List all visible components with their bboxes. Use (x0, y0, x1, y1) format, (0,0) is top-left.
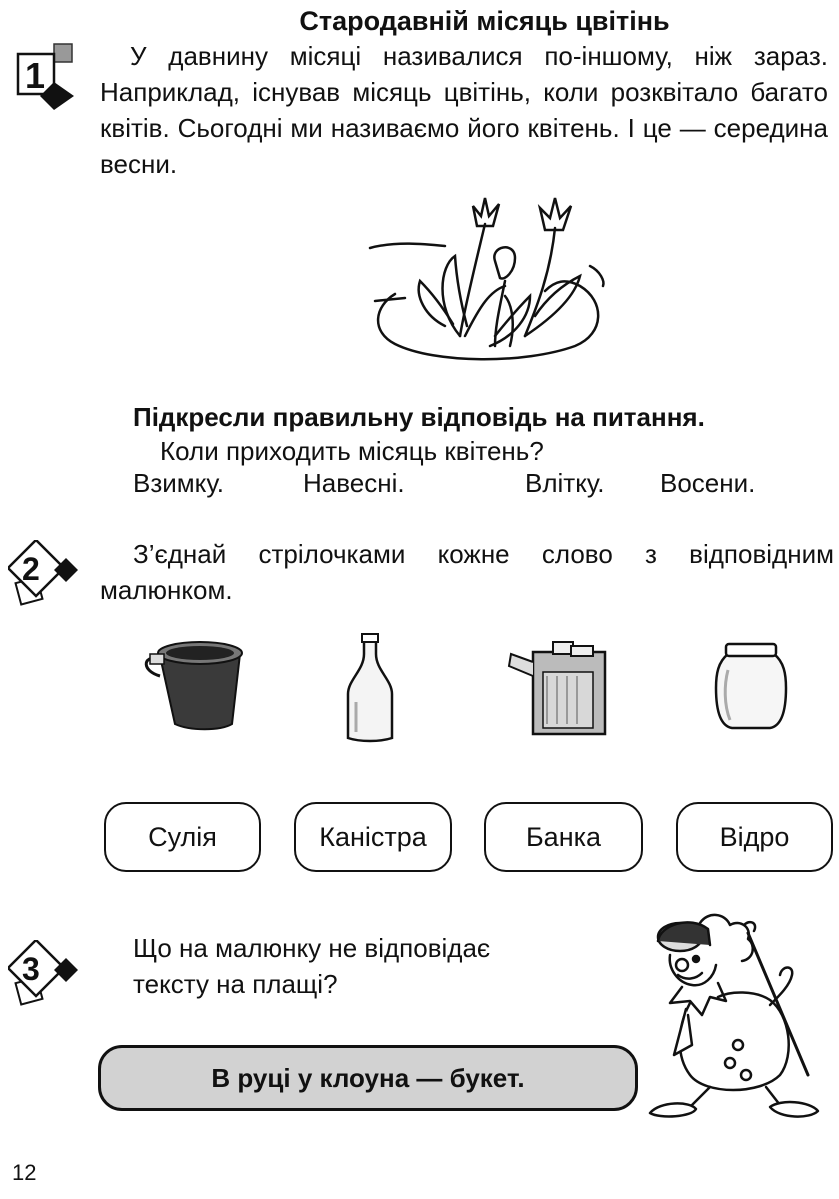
page-title: Стародавній місяць цвітінь (299, 6, 670, 36)
task-1-text (100, 38, 828, 182)
task-3-question-line-2: тексту на плащі? (133, 969, 338, 999)
task-1-paragraph: У давнину місяці називалися по-іншому, ніж зараз. Наприклад, існував місяць цвітінь, коли розквітало багато квітів. Сьогодні ми називаємо його квітень. І це — середина весни. (100, 41, 828, 179)
word-box-kanistra[interactable]: Каністра (294, 802, 452, 872)
jar-icon (712, 640, 790, 732)
task-1-number: 1 (25, 55, 46, 96)
task-1-question: Коли приходить місяць квітень? (160, 436, 544, 466)
task-3-question-line-1: Що на малюнку не відповідає (133, 933, 491, 963)
cloak-banner (98, 1045, 638, 1111)
task-2-text (100, 536, 834, 608)
answer-option-spring[interactable]: Навесні. (303, 468, 405, 498)
task-2-number: 2 (22, 551, 40, 587)
word-box-banka[interactable]: Банка (484, 802, 643, 872)
jerrycan-icon (505, 632, 610, 738)
task-1-instruction: Підкресли правильну відповідь на питання. (133, 402, 705, 432)
task-number-1-icon (10, 40, 80, 110)
word-box-vidro[interactable]: Відро (676, 802, 833, 872)
word-box-suliia[interactable]: Сулія (104, 802, 261, 872)
task-3-number: 3 (22, 951, 40, 987)
bottle-icon (340, 632, 400, 744)
answer-option-summer[interactable]: Влітку. (525, 468, 605, 498)
flowers-illustration (365, 186, 610, 366)
task-number-2-icon (8, 540, 78, 610)
clown-illustration (630, 905, 835, 1130)
task-2-paragraph: З’єднай стрілочками кожне слово з відповідним малюнком. (100, 539, 834, 605)
page-number: 12 (12, 1160, 37, 1185)
cloak-text: В руці у клоуна — букет. (211, 1062, 525, 1093)
answer-option-autumn[interactable]: Восени. (660, 468, 756, 498)
task-number-3-icon (8, 940, 78, 1010)
bucket-icon (140, 636, 250, 736)
task-3-question (133, 930, 490, 1002)
answer-option-winter[interactable]: Взимку. (133, 468, 224, 498)
